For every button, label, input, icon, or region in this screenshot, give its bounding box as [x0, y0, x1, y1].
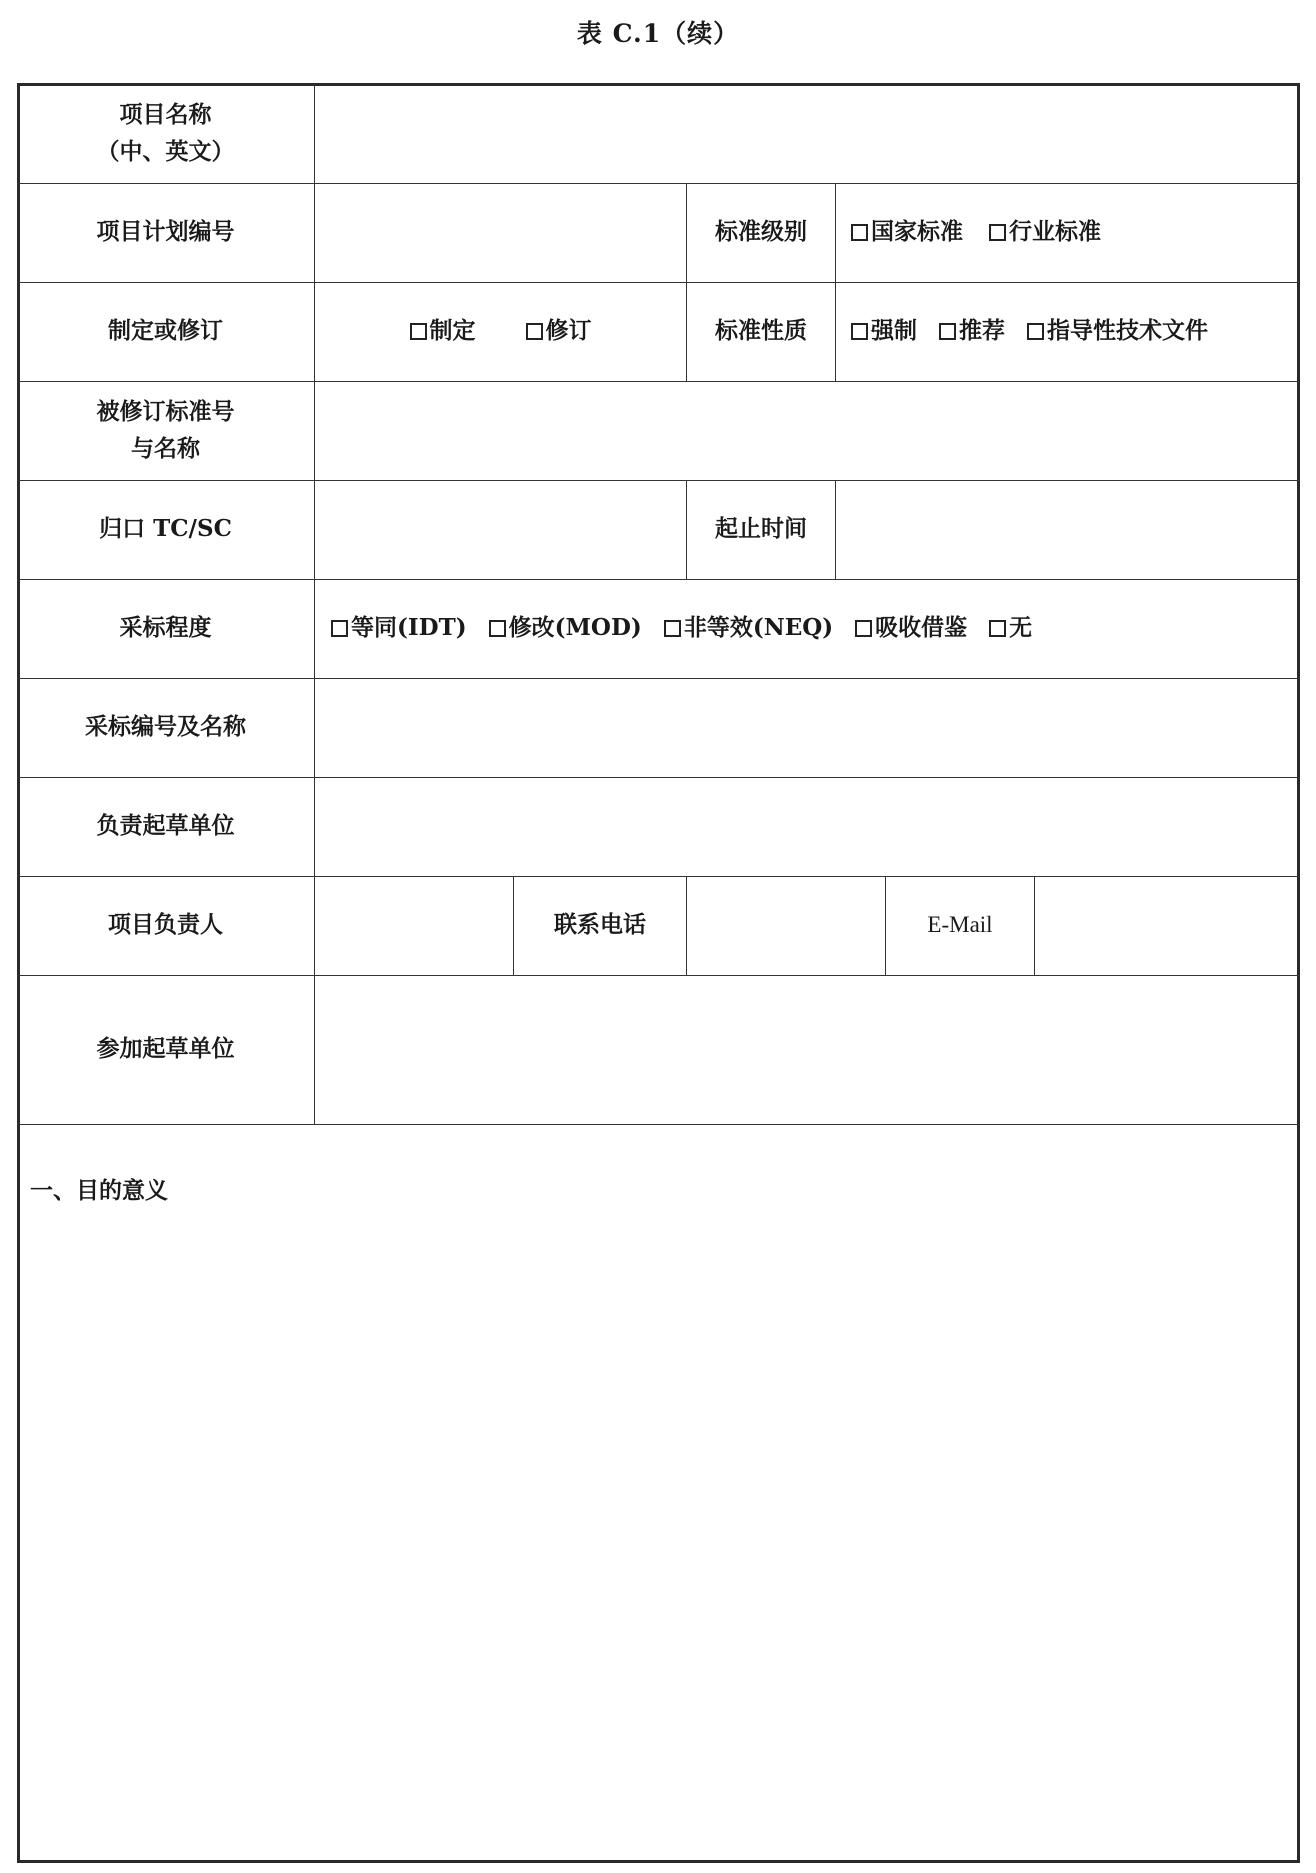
phone-label: 联系电话	[554, 911, 646, 939]
option-revise[interactable]	[526, 313, 592, 350]
std-level-options	[851, 183, 1291, 282]
option-label: 吸收借鉴	[875, 614, 968, 642]
column-divider	[835, 183, 836, 382]
nature-options	[851, 282, 1296, 381]
option-label: 无	[1009, 614, 1033, 642]
adoption-degree-options	[331, 579, 1291, 678]
checkbox-icon[interactable]	[989, 620, 1006, 637]
option-label: 等同(IDT)	[351, 614, 467, 642]
option-label: 非等效(NEQ)	[683, 614, 834, 642]
option-label: 国家标准	[871, 218, 963, 246]
checkbox-icon[interactable]	[989, 224, 1006, 241]
checkbox-icon[interactable]	[526, 323, 543, 340]
option-label: 推荐	[959, 317, 1005, 345]
participating-units-field[interactable]	[315, 975, 1297, 1124]
formulate-revise-label: 制定或修订	[108, 317, 223, 345]
tc-sc-field[interactable]	[315, 480, 686, 579]
checkbox-icon[interactable]	[410, 323, 427, 340]
adopted-std-field[interactable]	[315, 678, 1297, 777]
option-label: 行业标准	[1009, 218, 1101, 246]
option-mandatory[interactable]	[851, 313, 917, 350]
table-title: 表 C.1（续）	[576, 19, 740, 48]
option-national-standard[interactable]	[851, 214, 963, 251]
nature-label: 标准性质	[715, 317, 807, 345]
lead-unit-label: 负责起草单位	[96, 812, 235, 840]
option-formulate[interactable]	[410, 313, 476, 350]
project-name-field[interactable]	[315, 85, 1297, 183]
checkbox-icon[interactable]	[855, 620, 872, 637]
checkbox-icon[interactable]	[851, 224, 868, 241]
option-label: 修改(MOD)	[508, 614, 642, 642]
revised-std-field[interactable]	[315, 381, 1297, 480]
option-label: 修订	[545, 317, 592, 345]
option-recommended[interactable]	[939, 313, 1005, 350]
option-guidance-doc[interactable]	[1027, 313, 1208, 350]
adoption-degree-label: 采标程度	[119, 614, 212, 642]
checkbox-icon[interactable]	[331, 620, 348, 637]
formulate-revise-options	[315, 282, 686, 381]
option-mod[interactable]	[489, 610, 642, 647]
email-label: E-Mail	[927, 912, 993, 938]
phone-field[interactable]	[687, 876, 885, 975]
project-name-label	[17, 85, 314, 183]
option-industry-standard[interactable]	[989, 214, 1101, 251]
tc-sc-label: 归口 TC/SC	[99, 515, 232, 543]
plan-number-label: 项目计划编号	[96, 218, 235, 246]
option-label: 制定	[429, 317, 476, 345]
checkbox-icon[interactable]	[939, 323, 956, 340]
period-label: 起止时间	[715, 515, 807, 543]
lead-unit-field[interactable]	[315, 777, 1297, 876]
option-label: 指导性技术文件	[1047, 317, 1208, 345]
project-name-label-line2: （中、英文）	[96, 138, 235, 165]
revised-std-label-line2: 与名称	[131, 434, 200, 462]
option-label: 强制	[871, 317, 917, 345]
option-idt[interactable]	[331, 610, 467, 647]
checkbox-icon[interactable]	[1027, 323, 1044, 340]
email-field[interactable]	[1035, 876, 1297, 975]
section-purpose-field[interactable]	[20, 1210, 1297, 1860]
plan-number-field[interactable]	[315, 183, 686, 282]
option-absorb[interactable]	[855, 610, 967, 647]
option-neq[interactable]	[664, 610, 833, 647]
checkbox-icon[interactable]	[664, 620, 681, 637]
period-field[interactable]	[836, 480, 1297, 579]
std-level-label: 标准级别	[715, 218, 807, 246]
option-none[interactable]	[989, 610, 1032, 647]
checkbox-icon[interactable]	[851, 323, 868, 340]
adopted-std-label: 采标编号及名称	[85, 713, 246, 741]
leader-label: 项目负责人	[108, 911, 223, 939]
revised-std-label-line1: 被修订标准号	[96, 397, 235, 425]
revised-std-label	[17, 381, 314, 480]
row-divider	[17, 1124, 1300, 1125]
section-purpose-heading: 一、目的意义	[30, 1177, 168, 1204]
checkbox-icon[interactable]	[489, 620, 506, 637]
participating-units-label: 参加起草单位	[96, 1035, 235, 1063]
project-name-label-line1: 项目名称	[119, 101, 212, 129]
leader-field[interactable]	[315, 876, 513, 975]
